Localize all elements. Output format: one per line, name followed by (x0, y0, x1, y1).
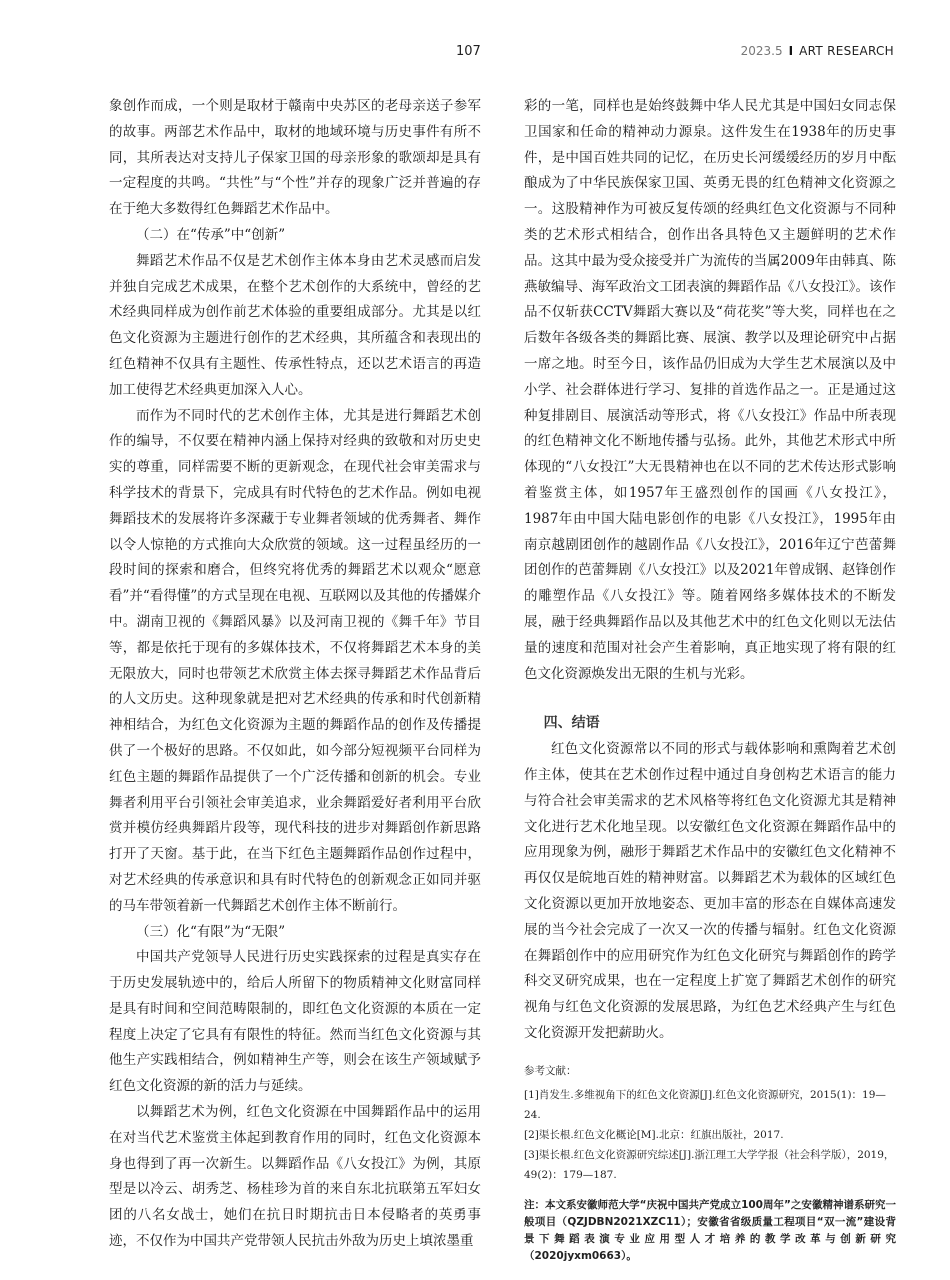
journal-header (741, 44, 894, 58)
page-number: 107 (456, 44, 481, 59)
issue-number: 2023.5 (740, 44, 783, 58)
reference-item: [1]肖发生.多维视角下的红色文化资源[J].红色文化资源研究，2015(1)：19—24. (524, 1088, 886, 1121)
paragraph: 红色文化资源常以不同的形式与载体影响和熏陶着艺术创作主体，使其在艺术创作过程中通过自身创构艺术语言的能力与符合社会审美需求的艺术风格等将红色文化资源尤其是精神文化进行艺术化地呈现。以安徽红色文化资源在舞蹈作品中的应用现象为例，融形于舞蹈艺术作品中的安徽红色文化精神不再仅仅是皖地百姓的精神财富。以舞蹈艺术为载体的区域红色文化资源以更加开放地姿态、更加丰富的形态在自媒体高速发展的当今社会完成了一次又一次的传播与辐射。红色文化资源在舞蹈创作中的应用研究作为红色文化研究与舞蹈创作的跨学科交叉研究成果，也在一定程度上扩宽了舞蹈艺术创作的研究视角与红色文化资源的发展思路，为红色艺术经典产生与红色文化资源开发把薪助火。 (524, 741, 896, 1041)
section-heading: 四、结语 (543, 715, 600, 732)
funding-note: 注：本文系安徽师范大学“庆祝中国共产党成立100周年”之安徽精神谱系研究一般项目（QZJDBN2021XZC11）；安徽省省级质量工程项目“双一流”建设背景下舞蹈表演专业应用型人才培养的教学改革与创新研究（2020jyxm0663）。 (524, 1198, 896, 1262)
right-column (524, 94, 896, 1265)
paragraph: 象创作而成，一个则是取材于赣南中央苏区的老母亲送子参军的故事。两部艺术作品中，取材的地域环境与历史事件有所不同，其所表达对支持儿子保家卫国的母亲形象的歌颂却是具有一定程度的共鸣。“共性”与“个性”并存的现象广泛并普遍的存在于绝大多数得红色舞蹈艺术作品中。 (109, 98, 481, 218)
journal-name: ART RESEARCH (799, 44, 894, 58)
header-separator: I (788, 44, 794, 58)
paragraph: 彩的一笔，同样也是始终鼓舞中华人民尤其是中国妇女同志保卫国家和任命的精神动力源泉。这件发生在1938年的历史事件，是中国百姓共同的记忆，在历史长河缓缓经历的岁月中酝酿成为了中华民族保家卫国、英勇无畏的红色精神文化资源之一。这股精神作为可被反复传颂的经典红色文化资源与不同种类的艺术形式相结合，创作出各具特色又主题鲜明的艺术作品。这其中最为受众接受并广为流传的当属2009年由韩真、陈燕敏编导、海军政治文工团表演的舞蹈作品《八女投江》。该作品不仅斩获CCTV舞蹈大赛以及“荷花奖”等大奖，同样也在之后数年各级各类的舞蹈比赛、展演、教学以及理论研究中占据一席之地。时至今日，该作品仍旧成为大学生艺术展演以及中小学、社会群体进行学习、复排的首选作品之一。正是通过这种复排剧目、展演活动等形式，将《八女投江》作品中所表现的红色精神文化不断地传播与弘扬。此外，其他艺术形式中所体现的“八女投江”大无畏精神也在以不同的艺术传达形式影响着鉴赏主体，如1957年王盛烈创作的国画《八女投江》，1987年由中国大陆电影创作的电影《八女投江》，1995年由南京越剧团创作的越剧作品《八女投江》，2016年辽宁芭蕾舞团创作的芭蕾舞剧《八女投江》以及2021年曾成钢、赵锋创作的雕塑作品《八女投江》等。随着网络多媒体技术的不断发展，融于经典舞蹈作品以及其他艺术中的红色文化则以无法估量的速度和范围对社会产生着影响，真正地实现了将有限的红色文化资源焕发出无限的生机与光彩。 (524, 98, 896, 682)
references (524, 1061, 896, 1185)
paragraph: 舞蹈艺术作品不仅是艺术创作主体本身由艺术灵感而启发并独自完成艺术成果，在整个艺术创作的大系统中，曾经的艺术经典同样成为创作前艺术体验的重要组成部分。尤其是以红色文化资源为主题进行创作的艺术经典，其所蕴含和表现出的红色精神不仅具有主题性、传承性特点，还以艺术语言的再造加工使得艺术经典更加深入人心。 (109, 252, 481, 398)
references-title: 参考文献： (524, 1064, 577, 1077)
reference-item: [3]渠长根.红色文化资源研究综述[J].浙江理工大学学报（社会科学版），2019，49(2)：179—187. (524, 1148, 895, 1181)
subsection-heading: （二）在“传承”中“创新” (136, 226, 286, 243)
paragraph: 而作为不同时代的艺术创作主体，尤其是进行舞蹈艺术创作的编导，不仅要在精神内涵上保持对经典的致敬和对历史史实的尊重，同样需要不断的更新观念，在现代社会审美需求与科学技术的背景下，完成具有时代特色的艺术作品。例如电视舞蹈技术的发展将许多深藏于专业舞者领域的优秀舞者、舞作以令人惊艳的方式推向大众欣赏的领域。这一过程虽经历的一段时间的探索和磨合，但终究将优秀的舞蹈艺术以观众“愿意看”并“看得懂”的方式呈现在电视、互联网以及其他的传播媒介中。湖南卫视的《舞蹈风暴》以及河南卫视的《舞千年》节目等，都是依托于现有的多媒体技术，不仅将舞蹈艺术本身的美无限放大，同时也带领艺术欣赏主体去探寻舞蹈艺术作品背后的人文历史。这种现象就是把对艺术经典的传承和时代创新精神相结合，为红色文化资源为主题的舞蹈作品的创作及传播提供了一个极好的思路。不仅如此，如今部分短视频平台同样为红色主题的舞蹈作品提供了一个广泛传播和创新的机会。专业舞者利用平台引领社会审美追求，业余舞蹈爱好者利用平台欣赏并模仿经典舞蹈片段等，现代科技的进步对舞蹈创作新思路打开了天窗。基于此，在当下红色主题舞蹈作品创作过程中，对艺术经典的传承意识和具有时代特色的创新观念正如同并驱的马车带领着新一代舞蹈艺术创作主体不断前行。 (109, 407, 481, 914)
subsection-heading: （三）化“有限”为“无限” (136, 923, 286, 940)
paragraph: 中国共产党领导人民进行历史实践探索的过程是真实存在于历史发展轨迹中的，给后人所留下的物质精神文化财富同样是具有时间和空间范畴限制的，即红色文化资源的本质在一定程度上决定了它具有有限性的特征。然而当红色文化资源与其他生产实践相结合，例如精神生产等，则会在该生产领域赋予红色文化资源的新的活力与延续。 (109, 949, 481, 1095)
left-column (109, 94, 481, 1255)
paragraph: 以舞蹈艺术为例，红色文化资源在中国舞蹈作品中的运用在对当代艺术鉴赏主体起到教育作用的同时，红色文化资源本身也得到了再一次新生。以舞蹈作品《八女投江》为例，其原型是以冷云、胡秀芝、杨桂珍为首的来自东北抗联第五军妇女团的八名女战士，她们在抗日时期抗击日本侵略者的英勇事迹，不仅作为中国共产党带领人民抗击外敌为历史上填浓墨重 (109, 1104, 481, 1250)
reference-item: [2]渠长根.红色文化概论[M].北京：红旗出版社，2017. (524, 1128, 784, 1141)
